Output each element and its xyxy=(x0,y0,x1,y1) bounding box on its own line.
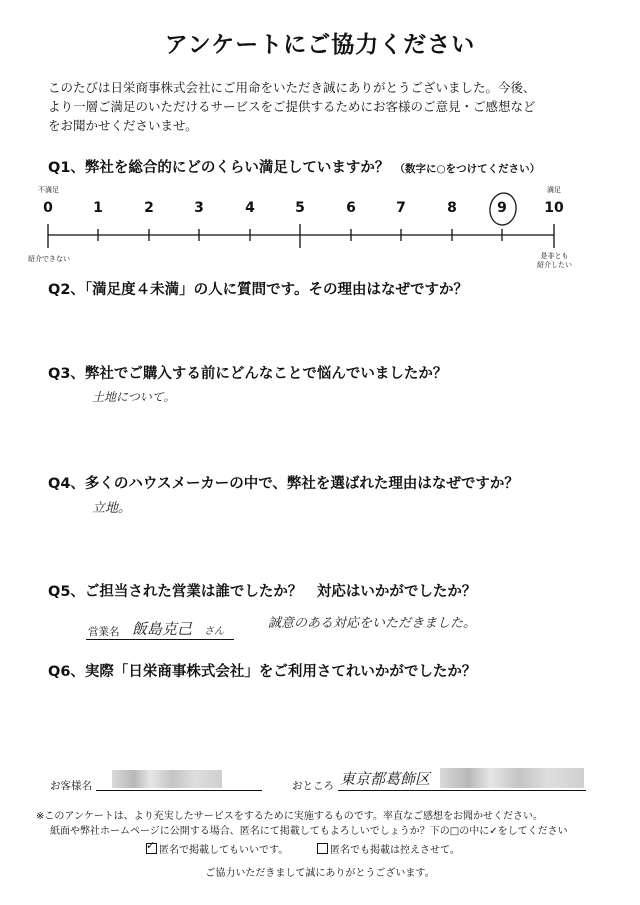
address-label: おところ xyxy=(292,780,334,792)
scale-number[interactable]: 6 xyxy=(346,200,356,216)
q2-question: Q2、「満足度４未満」の人に質問です。その理由はなぜですか？ xyxy=(48,282,469,298)
q4-question: Q4、多くのハウスメーカーの中で、弊社を選ばれた理由はなぜですか？ xyxy=(48,476,519,492)
scale-left-top-label: 不満足 xyxy=(38,186,59,194)
address-value: 東京都葛飾区 xyxy=(340,770,431,788)
sales-name-value: 飯島克己 xyxy=(132,620,193,638)
customer-name-field[interactable] xyxy=(96,770,262,791)
q1-text: Q1、弊社を総合的にどのくらい満足していますか？ xyxy=(48,160,390,176)
scale-left-bottom-label: 紹介できない xyxy=(28,255,70,263)
scale-number[interactable]: 0 xyxy=(43,200,53,216)
scale-number[interactable]: 10 xyxy=(544,200,564,216)
page-title: アンケートにご協力ください xyxy=(164,32,476,58)
scale-number[interactable]: 7 xyxy=(396,200,406,216)
q4-answer[interactable]: 立地。 xyxy=(92,501,132,516)
option-decline[interactable] xyxy=(317,841,460,856)
q3-question: Q3、弊社でご購入する前にどんなことで悩んでいましたか？ xyxy=(48,366,448,382)
scale-right-bottom-label xyxy=(537,252,572,270)
scale-number[interactable]: 1 xyxy=(93,200,103,216)
redacted-address xyxy=(440,768,584,788)
address-field[interactable] xyxy=(338,766,586,791)
thanks-text: ご協力いただきまして誠にありがとうございます。 xyxy=(205,868,435,879)
option-anonymous-ok-label: 匿名で掲載してもいいです。 xyxy=(159,845,289,856)
intro-text xyxy=(48,78,608,135)
customer-name-label: お客様名 xyxy=(50,780,92,792)
checkbox-icon[interactable] xyxy=(317,843,328,854)
q5-answer[interactable]: 誠意のある対応をいただきました。 xyxy=(268,616,477,631)
sales-name-field[interactable] xyxy=(86,618,234,640)
footer-line: 紙面や弊社ホームページに公開する場合、匿名にて掲載してもよろしいでしょうか？下の□の中に✓をしてください xyxy=(50,826,568,837)
option-decline-label: 匿名でも掲載は控えさせて。 xyxy=(330,845,460,856)
intro-line: をお聞かせくださいませ。 xyxy=(48,118,198,133)
footer-notice xyxy=(36,809,616,839)
scale-number[interactable]: 4 xyxy=(245,200,255,216)
scale-number[interactable]: 2 xyxy=(144,200,154,216)
q3-answer[interactable]: 土地について。 xyxy=(92,390,176,404)
scale-number[interactable]: 8 xyxy=(447,200,457,216)
scale-number-selected[interactable]: 9 xyxy=(497,200,507,216)
q5-question: Q5、ご担当された営業は誰でしたか？ 対応はいかがでしたか？ xyxy=(48,584,477,600)
sales-name-label: 営業名 xyxy=(88,626,120,638)
intro-line: このたびは日栄商事株式会社にご用命をいただき誠にありがとうございました。今後、 xyxy=(48,80,536,95)
footer-line: ※このアンケートは、より充実したサービスをするために実施するものです。率直なご感想をお聞かせください。 xyxy=(36,811,543,822)
q1-question xyxy=(48,156,540,177)
option-anonymous-ok[interactable] xyxy=(146,841,288,856)
q1-note: （数字に○をつけてください） xyxy=(394,163,541,175)
scale-number[interactable]: 5 xyxy=(295,200,305,216)
scale-right-top-label: 満足 xyxy=(547,186,561,194)
intro-line: より一層ご満足のいただけるサービスをご提供するためにお客様のご意見・ご感想など xyxy=(48,99,536,114)
satisfaction-scale xyxy=(0,190,640,260)
checkbox-checked-icon[interactable] xyxy=(146,843,157,854)
selection-circle xyxy=(488,191,518,226)
scale-number[interactable]: 3 xyxy=(194,200,204,216)
q6-question: Q6、実際「日栄商事株式会社」をご利用さてれいかがでしたか？ xyxy=(48,664,477,680)
redacted-name xyxy=(112,770,222,788)
scale-right-bottom-line: 是非とも xyxy=(540,252,569,260)
sales-name-suffix: さん xyxy=(204,626,224,637)
scale-right-bottom-line: 紹介したい xyxy=(537,261,572,269)
